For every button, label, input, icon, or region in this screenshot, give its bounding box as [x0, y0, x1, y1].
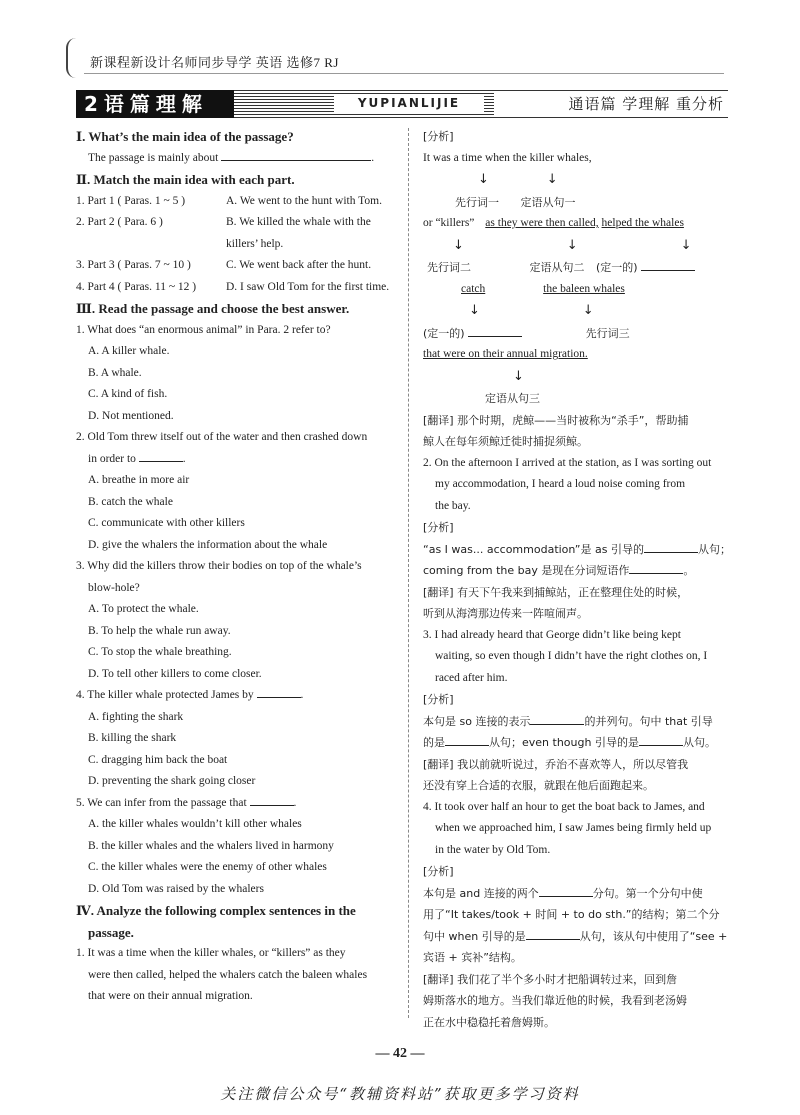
option[interactable]: C. communicate with other killers	[88, 517, 245, 529]
option[interactable]: C. the killer whales were the enemy of other whales	[88, 861, 327, 873]
analysis-phrase: helped the whales	[601, 217, 684, 229]
match-row	[76, 212, 394, 255]
sentence-4-cont: in the water by Old Tom.	[435, 843, 551, 856]
arrow-row	[423, 300, 723, 323]
option[interactable]: A. breathe in more air	[88, 474, 190, 486]
translation	[423, 969, 723, 991]
match-row	[76, 191, 394, 213]
header-curve-ornament	[66, 38, 78, 78]
part-option: C. We went back after the hunt.	[226, 259, 372, 271]
analysis-line	[423, 539, 731, 561]
part-label: 4. Part 4 ( Paras. 11 ~ 12 )	[76, 280, 197, 293]
analysis-phrase: the baleen whales	[543, 282, 625, 295]
match-table	[76, 191, 394, 299]
analysis-line	[423, 732, 723, 754]
analysis-phrase: or “killers”	[423, 217, 475, 229]
book-title: 新课程新设计名师同步导学 英语 选修7 RJ	[90, 55, 339, 70]
arrow-row	[423, 235, 723, 258]
translation-text: 我以前就听说过，乔治不喜欢等人，所以尽管我	[457, 757, 689, 771]
option[interactable]: D. To tell other killers to come closer.	[88, 667, 262, 680]
option[interactable]: B. A whale.	[88, 366, 142, 379]
answer-blank[interactable]	[250, 793, 294, 806]
part-label: 3. Part 3 ( Paras. 7 ~ 10 )	[76, 259, 191, 271]
part-option: A. We went to the hunt with Tom.	[226, 194, 382, 207]
down-arrow-icon: ↓	[680, 237, 692, 253]
antecedent-label: 先行词三	[585, 326, 630, 340]
down-arrow-icon: ↓	[546, 172, 558, 187]
section-1-text: The passage is mainly about	[88, 151, 219, 164]
antecedent-label: 先行词二	[427, 261, 471, 274]
option[interactable]: B. the killer whales and the whalers lived in harmony	[88, 839, 334, 852]
analysis-line	[423, 883, 723, 905]
sentence-4-cont: when we approached him, I saw James being firmly held up	[435, 822, 712, 834]
question-2: 2. Old Tom threw itself out of the water and then crashed down	[76, 431, 368, 443]
sentence-2: 2. On the afternoon I arrived at the station, as I was sorting out	[423, 456, 712, 469]
attr-clause-label: 定语从句三	[485, 392, 540, 405]
translation-text: 我们花了半个多小时才把船调转过来，回到詹	[457, 972, 678, 986]
page-number: — 42 —	[375, 1046, 425, 1061]
translation-text: 正在水中稳稳托着詹姆斯。	[423, 1015, 555, 1029]
arrow-row	[423, 169, 723, 192]
option[interactable]: B. catch the whale	[88, 495, 173, 508]
part-label: 2. Part 2 ( Para. 6 )	[76, 216, 163, 228]
option[interactable]: B. To help the whale run away.	[88, 624, 231, 637]
question-3: 3. Why did the killers throw their bodies on top of the whale’s	[76, 560, 362, 572]
option[interactable]: D. Not mentioned.	[88, 409, 174, 422]
analysis-tag: [分析]	[423, 693, 454, 706]
question-2-cont: in order to .	[76, 449, 394, 471]
analysis-phrase: catch	[461, 282, 486, 295]
analysis-tag: [分析]	[423, 521, 454, 534]
option[interactable]: A. A killer whale.	[88, 345, 170, 357]
section-1-title: Ⅰ. What’s the main idea of the passage?	[76, 129, 294, 144]
translate-tag: [翻译]	[423, 413, 454, 427]
analysis-line	[423, 560, 723, 582]
question-3-cont: blow-hole?	[88, 581, 140, 594]
sentence-4: 4. It took over half an hour to get the boat back to James, and	[423, 800, 705, 813]
answer-blank[interactable]	[539, 884, 593, 897]
analysis-line	[423, 279, 723, 301]
down-arrow-icon: ↓	[513, 368, 524, 384]
translation-text: 有天下午我来到捕鲸站，正在整理住处的时候，	[457, 585, 689, 599]
sentence-1: 1. It was a time when the killer whales, or “killers” as they	[76, 947, 346, 959]
translate-tag: [翻译]	[423, 585, 454, 599]
section-3-title: Ⅲ. Read the passage and choose the best answer.	[76, 301, 350, 316]
question-4-text: 4. The killer whale protected James by	[76, 689, 254, 701]
analysis-text: 句中 when 引导的是	[423, 929, 526, 943]
translation-text: 还没有穿上合适的衣服，就跟在他后面跑起来。	[423, 779, 654, 792]
answer-blank[interactable]	[257, 685, 301, 698]
option[interactable]: D. preventing the shark going closer	[88, 775, 256, 787]
sentence-3-cont: raced after him.	[435, 671, 508, 684]
question-5: 5. We can infer from the passage that .	[76, 793, 394, 815]
option[interactable]: D. Old Tom was raised by the whalers	[88, 882, 264, 895]
down-arrow-icon: ↓	[453, 237, 464, 253]
left-column	[76, 126, 394, 1008]
question-1-options-row1	[76, 341, 394, 384]
section-2-title: Ⅱ. Match the main idea with each part.	[76, 172, 295, 187]
footer-note: 关注微信公众号“教辅资料站”获取更多学习资料	[220, 1085, 580, 1103]
analysis-text: 分句。第一个分句中使	[592, 886, 703, 900]
answer-blank[interactable]	[629, 561, 683, 574]
answer-blank[interactable]	[445, 733, 489, 746]
analysis-text: 本句是 so 连接的表示	[423, 714, 531, 728]
analysis-text: 的是	[423, 736, 445, 749]
down-arrow-icon: ↓	[478, 172, 489, 187]
part-label: 1. Part 1 ( Paras. 1 ~ 5 )	[76, 194, 186, 207]
option[interactable]: B. killing the shark	[88, 732, 177, 744]
section-band	[76, 90, 728, 118]
question-1-options-row2	[76, 384, 394, 427]
section-4-title: Ⅳ. Analyze the following complex sentences in the	[76, 903, 356, 918]
attr-clause-label: 定语从句一	[520, 195, 576, 209]
analysis-text: 从句，该从句中使用了“see +	[579, 929, 728, 943]
answer-blank[interactable]	[139, 449, 183, 462]
label-row	[423, 257, 723, 279]
option[interactable]: C. dragging him back the boat	[88, 753, 228, 766]
question-1: 1. What does “an enormous animal” in Para. 2 refer to?	[76, 323, 331, 336]
option[interactable]: A. To protect the whale.	[88, 603, 199, 615]
question-2-text: in order to	[88, 452, 136, 465]
translation	[423, 410, 723, 432]
translation	[423, 754, 723, 776]
analysis-text: 的并列句。句中 that 引导	[584, 714, 713, 728]
translation-text: 姆斯落水的地方。当我们靠近他的时候，我看到老汤姆	[423, 994, 687, 1007]
translation-text: 鲸人在每年须鲸迁徙时捕捉须鲸。	[423, 435, 588, 448]
translation	[423, 582, 723, 604]
sentence-3-cont: waiting, so even though I didn’t have the right clothes on, I	[435, 650, 708, 662]
sentence-3: 3. I had already heard that George didn’t like being kept	[423, 628, 681, 641]
right-column	[423, 126, 731, 1033]
analysis-text: 用了“It takes/took + 时间 + to do sth.”的结构；第二个分	[423, 908, 720, 921]
analysis-tag: [分析]	[423, 865, 454, 878]
answer-blank[interactable]	[644, 540, 698, 553]
option[interactable]: A. fighting the shark	[88, 710, 184, 723]
translate-tag: [翻译]	[423, 972, 454, 986]
label-row	[423, 192, 723, 214]
section-1-prompt: The passage is mainly about .	[76, 148, 394, 170]
question-5-text: 5. We can infer from the passage that	[76, 796, 247, 809]
analysis-text: coming from the bay 是现在分词短语作	[423, 564, 630, 577]
band-slogan: 通语篇 学理解 重分析	[494, 93, 728, 115]
analysis-text: 宾语 + 宾补”结构。	[423, 951, 522, 964]
analysis-line	[423, 711, 723, 733]
header-divider	[84, 73, 724, 74]
antecedent-label: 先行词一	[455, 195, 499, 209]
question-4: 4. The killer whale protected James by .	[76, 685, 394, 707]
arrow-row	[423, 366, 723, 389]
sentence-2-cont: the bay.	[435, 499, 471, 512]
analysis-text: 。	[683, 564, 695, 577]
analysis-line	[423, 926, 728, 948]
attr-role-label: (定一的)	[596, 261, 638, 274]
sentence-2-cont: my accommodation, I heard a loud noise coming from	[435, 478, 686, 490]
part-option: B. We killed the whale with the killers’ help.	[226, 216, 371, 250]
translation-text: 听到从海湾那边传来一阵喧闹声。	[423, 607, 588, 620]
analysis-text: “as I was... accommodation”是 as 引导的	[423, 542, 644, 556]
part-option: D. I saw Old Tom for the first time.	[226, 280, 390, 293]
match-row	[76, 277, 394, 299]
translation-text: 那个时期，虎鲸——当时被称为“杀手”，帮助捕	[457, 413, 689, 427]
column-divider	[408, 128, 409, 1018]
option[interactable]: C. To stop the whale breathing.	[88, 646, 232, 658]
answer-blank[interactable]	[221, 148, 371, 161]
translate-tag: [翻译]	[423, 757, 454, 771]
analysis-tag: [分析]	[423, 130, 454, 143]
analysis-text: 从句；even though 引导的是	[489, 736, 639, 749]
option[interactable]: A. the killer whales wouldn’t kill other whales	[88, 818, 302, 830]
answer-blank[interactable]	[468, 324, 522, 337]
match-row	[76, 255, 394, 277]
option[interactable]: D. give the whalers the information about the whale	[88, 538, 328, 551]
answer-blank[interactable]	[639, 733, 683, 746]
analysis-sentence: It was a time when the killer whales,	[423, 151, 592, 164]
answer-blank[interactable]	[526, 927, 580, 940]
band-label: 2语篇理解	[76, 90, 234, 118]
analysis-phrase: as they were then called,	[485, 217, 599, 229]
section-4-title-cont: passage.	[88, 924, 134, 940]
band-pinyin: YUPIANLIJIE	[334, 94, 484, 112]
down-arrow-icon: ↓	[566, 237, 578, 253]
analysis-text: 从句。	[682, 736, 716, 749]
label-row	[423, 323, 723, 345]
down-arrow-icon: ↓	[582, 303, 594, 318]
analysis-text: 本句是 and 连接的两个	[423, 886, 539, 900]
analysis-line	[423, 213, 723, 235]
analysis-text: 从句；	[697, 542, 731, 556]
answer-blank[interactable]	[530, 712, 584, 725]
attr-role-label: (定一的)	[423, 326, 465, 340]
down-arrow-icon: ↓	[469, 303, 480, 318]
sentence-1-cont: were then called, helped the whalers catch the baleen whales	[88, 968, 368, 981]
sentence-1-cont: that were on their annual migration.	[88, 990, 253, 1002]
answer-blank[interactable]	[641, 258, 695, 271]
option[interactable]: C. A kind of fish.	[88, 388, 168, 400]
analysis-phrase: that were on their annual migration.	[423, 348, 588, 360]
attr-clause-label: 定语从句二	[529, 261, 585, 274]
